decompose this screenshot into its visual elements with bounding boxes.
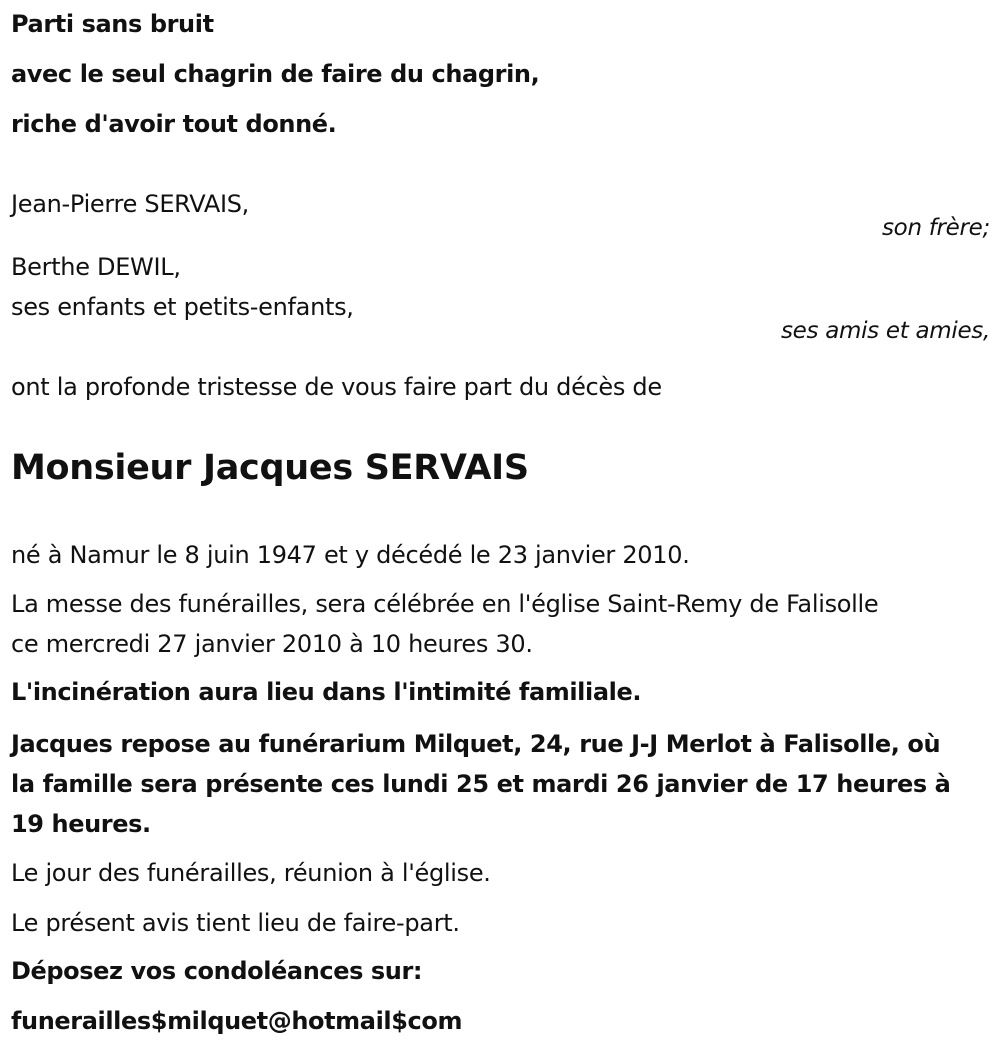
mass-line-2: ce mercredi 27 janvier 2010 à 10 heures 30.	[11, 630, 533, 658]
epigraph-line-2: avec le seul chagrin de faire du chagrin,	[11, 60, 540, 88]
epigraph-line-1: Parti sans bruit	[11, 10, 214, 38]
epigraph-line-3: riche d'avoir tout donné.	[11, 110, 337, 138]
friend-children: ses enfants et petits-enfants,	[11, 293, 354, 321]
cremation-line: L'incinération aura lieu dans l'intimité familiale.	[11, 678, 642, 706]
deceased-name: Monsieur Jacques SERVAIS	[11, 448, 529, 488]
visitation-line-1: Jacques repose au funérarium Milquet, 24, rue J-J Merlot à Falisolle, où	[11, 730, 941, 758]
condolences-email: funerailles$milquet@hotmail$com	[11, 1007, 463, 1035]
mass-line-1: La messe des funérailles, sera célébrée en l'église Saint-Remy de Falisolle	[11, 590, 879, 618]
birth-death-line: né à Namur le 8 juin 1947 et y décédé le 23 janvier 2010.	[11, 541, 690, 569]
brother-relation: son frère;	[881, 215, 990, 241]
friends-relation: ses amis et amies,	[780, 318, 990, 344]
announcement-text: ont la profonde tristesse de vous faire part du décès de	[11, 373, 662, 401]
friend-name: Berthe DEWIL,	[11, 253, 181, 281]
notice-line: Le présent avis tient lieu de faire-part.	[11, 909, 460, 937]
visitation-line-3: 19 heures.	[11, 810, 151, 838]
brother-name: Jean-Pierre SERVAIS,	[11, 190, 249, 218]
visitation-line-2: la famille sera présente ces lundi 25 et mardi 26 janvier de 17 heures à	[11, 770, 951, 798]
condolences-label: Déposez vos condoléances sur:	[11, 957, 423, 985]
meeting-line: Le jour des funérailles, réunion à l'église.	[11, 859, 491, 887]
